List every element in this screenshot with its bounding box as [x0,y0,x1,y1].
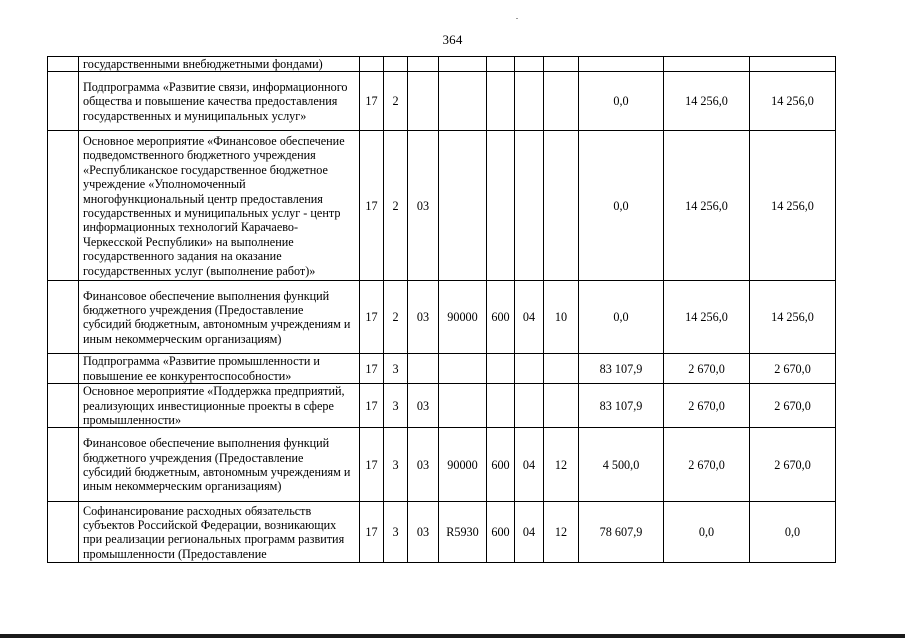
row-name: Финансовое обеспечение выполнения функций бюджетного учреждения (Предоставление субсидий бюджетным, автономным учреждениям и иным некоммерческим организациям) [79,428,360,502]
row-number-cell [48,72,79,131]
code-cell-c5: 600 [487,502,515,563]
scan-edge [0,634,905,638]
amount-cell-v1 [579,57,664,72]
amount-cell-v2: 2 670,0 [664,384,750,428]
code-cell-c1: 17 [360,502,384,563]
code-cell-c3 [408,354,439,384]
code-cell-c6: 04 [515,281,544,354]
code-cell-c1: 17 [360,428,384,502]
code-cell-c4 [439,354,487,384]
code-cell-c4 [439,57,487,72]
row-number-cell [48,131,79,281]
row-number-cell [48,281,79,354]
amount-cell-v3: 2 670,0 [750,384,836,428]
row-name: Подпрограмма «Развитие связи, информационного общества и повышение качества предоставления государственных и муниципальных услуг» [79,72,360,131]
row-name: Основное мероприятие «Поддержка предприятий, реализующих инвестиционные проекты в сфере промышленности» [79,384,360,428]
code-cell-c3: 03 [408,131,439,281]
code-cell-c6 [515,72,544,131]
code-cell-c6 [515,354,544,384]
code-cell-c4: 90000 [439,281,487,354]
code-cell-c3 [408,57,439,72]
code-cell-c3: 03 [408,281,439,354]
amount-cell-v1: 0,0 [579,72,664,131]
amount-cell-v1: 78 607,9 [579,502,664,563]
amount-cell-v1: 83 107,9 [579,384,664,428]
table-row [48,384,836,428]
code-cell-c2: 3 [384,384,408,428]
row-name: государственными внебюджетными фондами) [79,57,360,72]
code-cell-c2: 3 [384,354,408,384]
amount-cell-v3: 14 256,0 [750,131,836,281]
code-cell-c3: 03 [408,384,439,428]
code-cell-c7 [544,354,579,384]
code-cell-c1: 17 [360,354,384,384]
row-name: Финансовое обеспечение выполнения функций бюджетного учреждения (Предоставление субсидий бюджетным, автономным учреждениям и иным некоммерческим организациям) [79,281,360,354]
row-number-cell [48,502,79,563]
code-cell-c4 [439,384,487,428]
amount-cell-v3: 2 670,0 [750,354,836,384]
code-cell-c6 [515,57,544,72]
amount-cell-v2: 2 670,0 [664,428,750,502]
code-cell-c5: 600 [487,428,515,502]
row-name: Подпрограмма «Развитие промышленности и повышение ее конкурентоспособности» [79,354,360,384]
code-cell-c5 [487,131,515,281]
amount-cell-v2: 0,0 [664,502,750,563]
amount-cell-v3: 14 256,0 [750,72,836,131]
amount-cell-v3: 2 670,0 [750,428,836,502]
code-cell-c2: 2 [384,131,408,281]
amount-cell-v1: 0,0 [579,131,664,281]
amount-cell-v3 [750,57,836,72]
amount-cell-v1: 0,0 [579,281,664,354]
amount-cell-v2: 14 256,0 [664,72,750,131]
amount-cell-v2: 14 256,0 [664,131,750,281]
row-name: Основное мероприятие «Финансовое обеспечение подведомственного бюджетного учреждения «Республиканское государственное бюджетное учреждение «Уполномоченный многофункциональный центр предоставления государственных и муниципальных услуг - центр информационных технологий Карачаево-Черкесской Республики» на выполнение государственного задания на оказание государственных услуг (выполнение работ)» [79,131,360,281]
code-cell-c6: 04 [515,428,544,502]
code-cell-c1: 17 [360,72,384,131]
code-cell-c2: 2 [384,72,408,131]
amount-cell-v1: 4 500,0 [579,428,664,502]
code-cell-c7: 12 [544,502,579,563]
code-cell-c4: 90000 [439,428,487,502]
table-row [48,354,836,384]
code-cell-c2: 3 [384,428,408,502]
amount-cell-v3: 14 256,0 [750,281,836,354]
table-row [48,502,836,563]
code-cell-c2: 3 [384,502,408,563]
code-cell-c2 [384,57,408,72]
table-row [48,428,836,502]
amount-cell-v3: 0,0 [750,502,836,563]
code-cell-c4 [439,131,487,281]
code-cell-c5 [487,57,515,72]
code-cell-c5 [487,384,515,428]
code-cell-c7 [544,131,579,281]
row-number-cell [48,57,79,72]
code-cell-c3 [408,72,439,131]
code-cell-c1: 17 [360,384,384,428]
amount-cell-v1: 83 107,9 [579,354,664,384]
row-number-cell [48,384,79,428]
budget-table [47,56,836,563]
amount-cell-v2: 2 670,0 [664,354,750,384]
scan-speck [516,18,518,19]
row-number-cell [48,354,79,384]
code-cell-c5 [487,354,515,384]
code-cell-c2: 2 [384,281,408,354]
code-cell-c1: 17 [360,131,384,281]
code-cell-c4 [439,72,487,131]
code-cell-c5: 600 [487,281,515,354]
code-cell-c7 [544,72,579,131]
code-cell-c4: R5930 [439,502,487,563]
code-cell-c7 [544,384,579,428]
page-number: 364 [442,32,463,47]
code-cell-c5 [487,72,515,131]
table-row [48,57,836,72]
row-number-cell [48,428,79,502]
code-cell-c6: 04 [515,502,544,563]
code-cell-c1: 17 [360,281,384,354]
code-cell-c7: 10 [544,281,579,354]
table-row [48,131,836,281]
table-row [48,72,836,131]
code-cell-c1 [360,57,384,72]
code-cell-c7: 12 [544,428,579,502]
code-cell-c6 [515,384,544,428]
code-cell-c7 [544,57,579,72]
table-row [48,281,836,354]
row-name: Софинансирование расходных обязательств субъектов Российской Федерации, возникающих при реализации региональных программ развития промышленности (Предоставление [79,502,360,563]
amount-cell-v2 [664,57,750,72]
code-cell-c6 [515,131,544,281]
code-cell-c3: 03 [408,502,439,563]
code-cell-c3: 03 [408,428,439,502]
amount-cell-v2: 14 256,0 [664,281,750,354]
